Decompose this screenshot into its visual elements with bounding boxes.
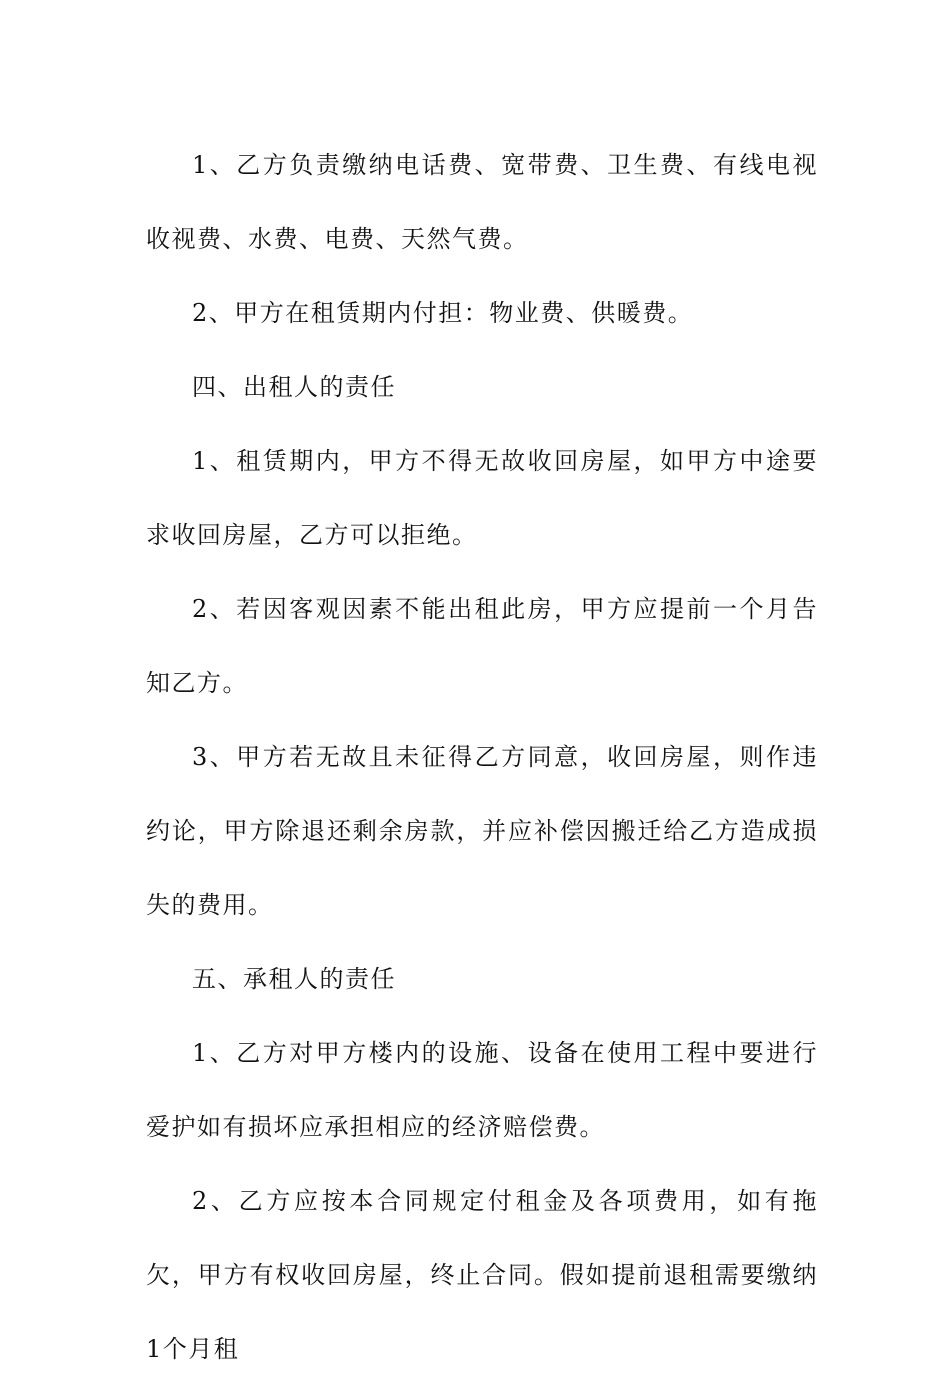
paragraph-lessor-duty-2: 2、若因客观因素不能出租此房，甲方应提前一个月告知乙方。 — [146, 595, 818, 697]
paragraph-lessor-duty-1: 1、租赁期内，甲方不得无故收回房屋，如甲方中途要求收回房屋，乙方可以拒绝。 — [146, 447, 818, 549]
paragraph-lessor-duty-3: 3、甲方若无故且未征得乙方同意，收回房屋，则作违约论，甲方除退还剩余房款，并应补偿因搬迁给乙方造成损失的费用。 — [146, 743, 818, 919]
section-heading-lessor-duties: 四、出租人的责任 — [192, 373, 396, 401]
section-heading-lessee-duties: 五、承租人的责任 — [192, 965, 396, 993]
paragraph-lessee-duty-1: 1、乙方对甲方楼内的设施、设备在使用工程中要进行爱护如有损坏应承担相应的经济赔偿费。 — [146, 1039, 818, 1141]
paragraph-lessee-duty-2: 2、乙方应按本合同规定付租金及各项费用，如有拖欠，甲方有权收回房屋，终止合同。假如提前退租需要缴纳1个月租 — [146, 1187, 818, 1363]
paragraph-tenant-fees: 1、乙方负责缴纳电话费、宽带费、卫生费、有线电视收视费、水费、电费、天然气费。 — [146, 151, 818, 253]
document-body — [146, 128, 818, 1386]
paragraph-landlord-fees: 2、甲方在租赁期内付担：物业费、供暖费。 — [192, 299, 694, 327]
